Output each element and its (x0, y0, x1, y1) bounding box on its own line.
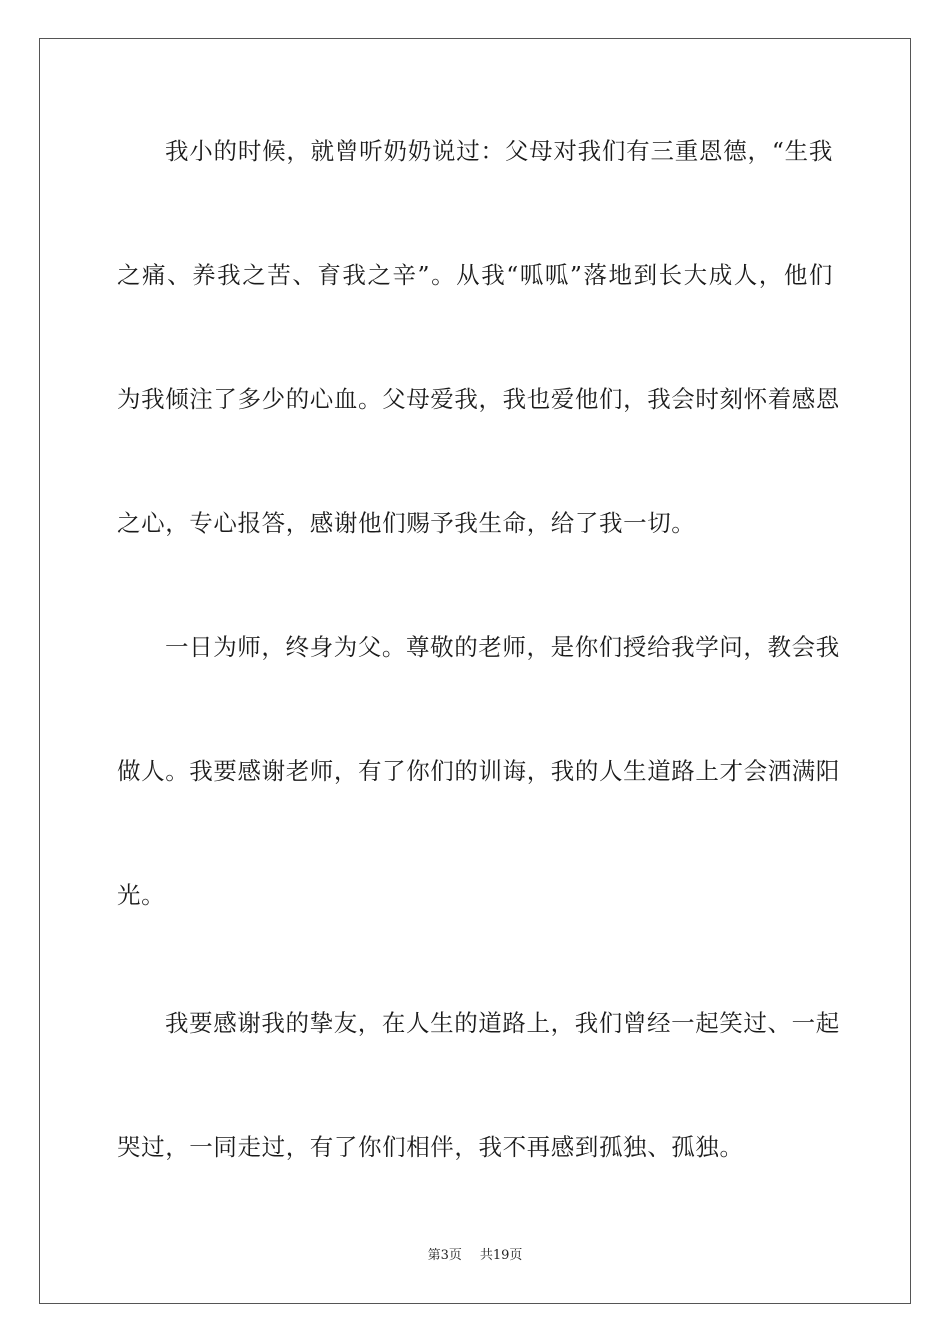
page-frame (39, 38, 911, 1304)
paragraph-2-line-1: 一日为师，终身为父。尊敬的老师，是你们授给我学问，教会我 (165, 633, 840, 661)
paragraph-1-line-4: 之心，专心报答，感谢他们赐予我生命，给了我一切。 (117, 509, 696, 537)
paragraph-1-line-3: 为我倾注了多少的心血。父母爱我，我也爱他们，我会时刻怀着感恩 (117, 385, 840, 413)
paragraph-3-line-2: 哭过，一同走过，有了你们相伴，我不再感到孤独、孤独。 (117, 1133, 744, 1161)
page-footer (0, 1247, 950, 1265)
total-pages: 共19页 (479, 1248, 523, 1263)
paragraph-2-line-2: 做人。我要感谢老师，有了你们的训诲，我的人生道路上才会洒满阳 (117, 757, 840, 785)
current-page-number: 第3页 (427, 1248, 462, 1263)
paragraph-1-line-1: 我小的时候，就曾听奶奶说过：父母对我们有三重恩德，“生我 (165, 137, 833, 165)
paragraph-2-line-3: 光。 (117, 881, 166, 909)
paragraph-3-line-1: 我要感谢我的挚友，在人生的道路上，我们曾经一起笑过、一起 (165, 1009, 840, 1037)
paragraph-1-line-2: 之痛、养我之苦、育我之辛”。从我“呱呱”落地到长大成人，他们 (117, 261, 833, 289)
